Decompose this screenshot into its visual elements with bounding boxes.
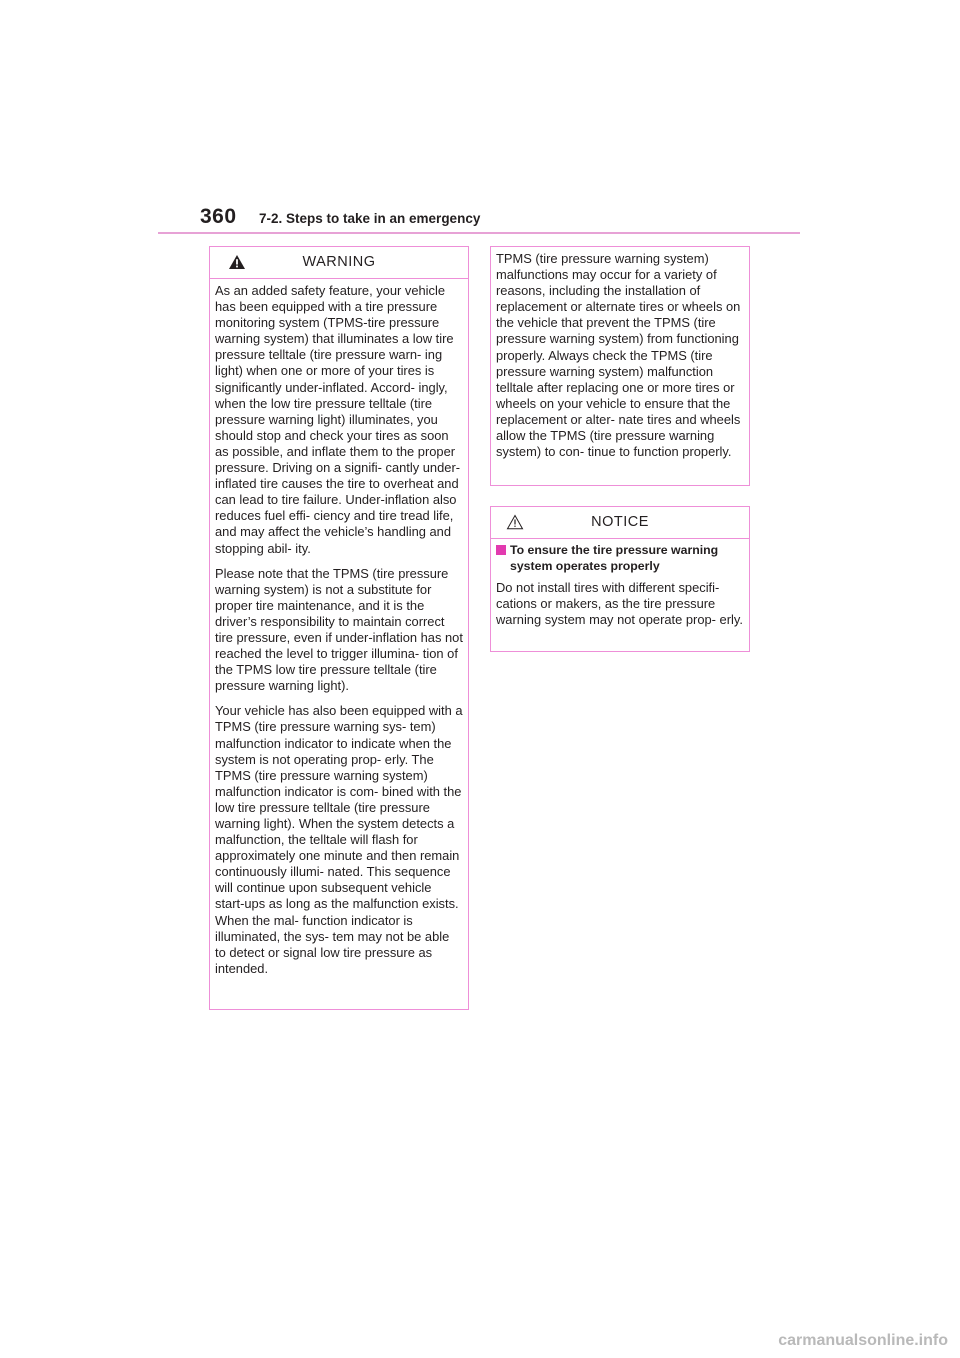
- warning-title: WARNING: [302, 254, 376, 270]
- notice-subheading: To ensure the tire pressure warning system operates properly: [510, 543, 719, 573]
- page-number: 360: [200, 205, 237, 228]
- notice-paragraph: Do not install tires with different specifi- cations or makers, as the tire pressure warning system may not operate prop- erly.: [496, 580, 743, 628]
- notice-subheading-row: [496, 542, 744, 574]
- section-title: 7-2. Steps to take in an emergency: [259, 211, 481, 226]
- bullet-square-icon: [496, 545, 506, 555]
- notice-header: [491, 507, 749, 539]
- warning-body: [210, 279, 468, 977]
- warning-header: [210, 247, 468, 279]
- continuation-paragraph: TPMS (tire pressure warning system) malfunctions may occur for a variety of reasons, including the installation of replacement or alternate tires or wheels on the vehicle that prevent the TPMS (tire pressure warning system) from functioning properly. Always check the TPMS (tire pressure warning system) malfunction telltale after replacing one or more tires or wheels on your vehicle to ensure that the replacement or alter- nate tires and wheels allow the TPMS (tire pressure warning system) to con- tinue to function properly.: [496, 251, 741, 460]
- notice-body: [491, 539, 749, 628]
- caution-triangle-icon: [506, 514, 524, 530]
- warning-paragraph-3: Your vehicle has also been equipped with a TPMS (tire pressure warning sys- tem) malfunction indicator to indicate when the system is not operating prop- erly. The TPMS (tire pressure warning system) malfunction indicator is com- bined with the low tire pressure telltale (tire pressure warning light). When the system detects a malfunction, the telltale will flash for approximately one minute and then remain continuously illumi- nated. This sequence will continue upon subsequent vehicle start-ups as long as the malfunction exists. When the mal- function indicator is illuminated, the sys- tem may not be able to detect or signal low tire pressure as intended.: [215, 703, 463, 976]
- header-rule: [158, 232, 800, 234]
- warning-continuation-body: [491, 247, 749, 460]
- watermark: carmanualsonline.info: [778, 1332, 948, 1349]
- warning-paragraph-2: Please note that the TPMS (tire pressure warning system) is not a substitute for proper tire maintenance, and it is the driver’s responsibility to maintain correct tire pressure, even if under-inflation has not reached the level to trigger illumina- tion of the TPMS low tire pressure telltale (tire pressure warning light).: [215, 565, 463, 694]
- warning-triangle-icon: [228, 254, 246, 270]
- warning-paragraph-1: As an added safety feature, your vehicle has been equipped with a tire pressure monitoring system (TPMS-tire pressure warning system) that illuminates a low tire pressure telltale (tire pressure warn- ing light) when one or more of your tires is significantly under-inflated. Accord- ingly, when the low tire pressure telltale (tire pressure warning light) illuminates, you should stop and check your tires as soon as possible, and inflate them to the proper pressure. Driving on a signifi- cantly under-inflated tire causes the tire to overheat and can lead to tire failure. Under-inflation also reduces fuel effi- ciency and tire tread life, and may affect the vehicle’s handling and stopping abil- ity.: [215, 283, 461, 556]
- warning-box: [209, 246, 469, 1010]
- notice-box: [490, 506, 750, 652]
- notice-title: NOTICE: [591, 514, 649, 530]
- warning-continuation-box: [490, 246, 750, 486]
